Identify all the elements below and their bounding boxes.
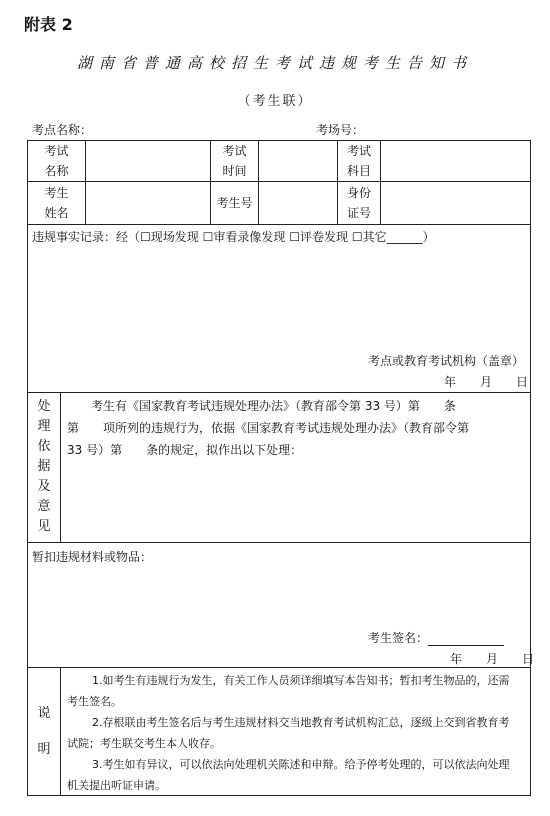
notes-label: 说 明 — [37, 706, 51, 757]
checkbox-icon: ☐ — [202, 230, 214, 244]
note-1: 1.如考生有违规行为发生，有关工作人员须详细填写本告知书；暂扣考生物品的，还需 — [92, 674, 510, 687]
signature-label: 考生签名： — [368, 631, 429, 645]
violation-record-line: 违规事实记录：经（☐现场发现 ☐审看录像发现 ☐评卷发现 ☐其它______） — [32, 230, 435, 244]
checkbox-icon: ☐ — [140, 230, 151, 244]
option-video[interactable]: ☐审看录像发现 — [202, 230, 286, 244]
exam-time-label: 考试 时间 — [222, 144, 247, 178]
checkbox-icon: ☐ — [351, 230, 363, 244]
stamp-label: 考点或教育考试机构（盖章） — [367, 354, 524, 368]
checkbox-icon: ☐ — [289, 230, 300, 244]
violation-record-label: 违规事实记录：经（ — [32, 230, 141, 244]
note-3-continued: 机关提出听证申请。 — [67, 779, 166, 792]
materials-label: 暂扣违规材料或物品： — [32, 550, 153, 564]
document-title: 湖南省普通高校招生考试违规考生告知书 — [76, 54, 473, 72]
note-3: 3.考生如有异议，可以依法向处理机关陈述和申辩。给予停考处理的，可以依法向处理 — [92, 758, 510, 771]
exam-name-label: 考试 名称 — [44, 144, 69, 178]
handling-label: 处 理 依 据 及 意 见 — [37, 399, 51, 534]
handling-text-line-2: 第 项所列的违规行为，依据《国家教育考试违规处理办法》（教育部令第 — [67, 421, 470, 435]
exam-room-label: 考场号： — [316, 123, 365, 137]
handling-text-line-3: 33 号）第 条的规定，拟作出以下处理： — [67, 443, 303, 457]
id-number-label: 身份 证号 — [346, 186, 371, 220]
student-name-label: 考生 姓名 — [44, 186, 69, 220]
note-1-continued: 考生签名。 — [67, 695, 122, 708]
note-2-continued: 试院；考生联交考生本人收存。 — [67, 737, 221, 750]
signature-field[interactable] — [428, 631, 504, 646]
violation-date: 年 月 日 — [443, 375, 528, 389]
document-subtitle: （考生联） — [237, 94, 313, 109]
option-onsite[interactable]: ☐现场发现 — [140, 230, 199, 244]
handling-text-line-1: 考生有《国家教育考试违规处理办法》（教育部令第 33 号）第 条 — [67, 399, 456, 413]
exam-subject-label: 考试 科目 — [346, 144, 371, 178]
materials-date: 年 月 日 — [449, 652, 534, 666]
signature-line — [368, 627, 504, 650]
appendix-label: 附表 2 — [24, 15, 73, 34]
exam-site-label: 考点名称： — [32, 123, 93, 137]
option-grading[interactable]: ☐评卷发现 — [289, 230, 349, 244]
student-number-label: 考生号 — [216, 196, 253, 210]
option-other[interactable]: ☐其它 — [351, 230, 387, 244]
note-2: 2.存根联由考生签名后与考生违规材料交当地教育考试机构汇总，逐级上交到省教育考 — [92, 716, 510, 729]
